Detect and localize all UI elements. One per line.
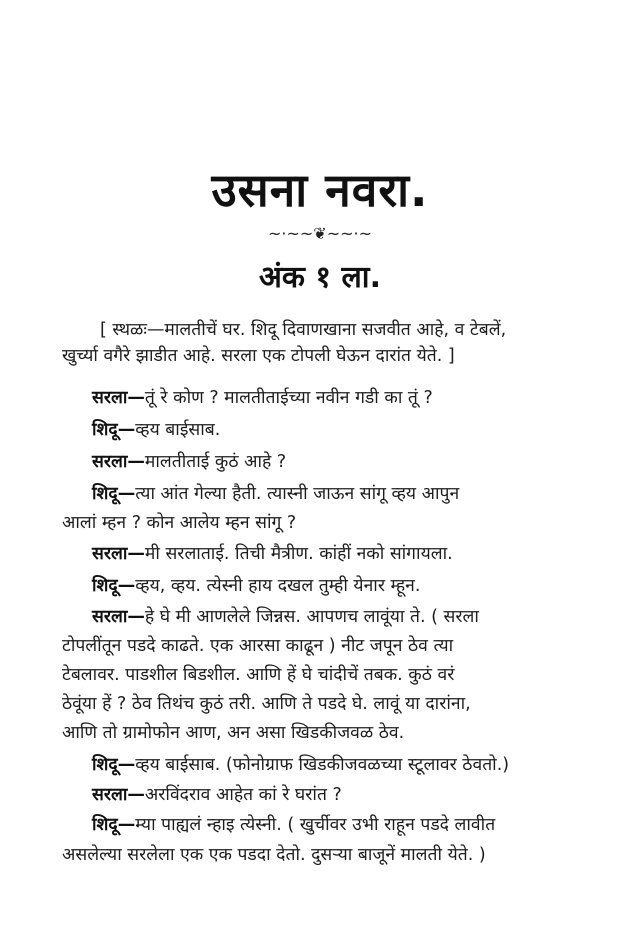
ornament-divider: ~·~~❦~~·~ [267, 224, 372, 243]
speech-text: म्या पाह्यलं न्हाइ त्येस्नी. ( खुर्चीवर उभी राहून पडदे लावीत [135, 815, 496, 835]
stage-direction-line: [ स्थळः—मालतीचें घर. शिदू दिवाणखाना सजवीत आहे, व टेबलें, [100, 320, 507, 340]
speech-text: टेबलावर. पाडशील बिडशील. आणि हें घे चांदीचें तबक. कुठं वरं [62, 665, 455, 685]
speaker-name: शिदू— [92, 576, 136, 596]
dialogue-line [92, 449, 286, 473]
dialogue-line [62, 691, 471, 715]
stage-direction-line: खुर्च्या वगैरे झाडीत आहे. सरला एक टोपली घेऊन दारांत येते. ] [62, 346, 455, 366]
speech-text: असलेल्या सरलेला एक एक पडदा देतो. दुसऱ्या बाजूनें मालती येते. ) [62, 845, 486, 865]
play-title: उसना नवरा. [211, 163, 429, 217]
speaker-name: सरला— [92, 785, 145, 805]
speech-text: व्हय, व्हय. त्येस्नी हाय दखल तुम्ही येनार म्हून. [135, 576, 421, 596]
speech-text: आणि तो ग्रामोफोन आण, अन असा खिडकीजवळ ठेव. [62, 723, 405, 743]
speaker-name: शिदू— [92, 420, 136, 440]
speech-text: मी सरलाताई. तिची मैत्रीण. कांहीं नको सांगायला. [144, 544, 453, 564]
act-heading: अंक १ ला. [259, 260, 381, 295]
speech-text: व्हय बाईसाब. [135, 420, 221, 440]
dialogue-line [92, 417, 220, 441]
speaker-name: सरला— [92, 452, 145, 472]
speaker-name: सरला— [92, 388, 145, 408]
dialogue-line [92, 604, 479, 628]
dialogue-line [92, 541, 453, 565]
speech-text: टोपलींतून पडदे काढते. एक आरसा काढून ) नीट जपून ठेव त्या [62, 636, 454, 656]
speech-text: त्या आंत गेल्या हैती. त्यास्नी जाऊन सांगू व्हय आपुन [135, 484, 460, 504]
dialogue-line [62, 662, 454, 686]
dialogue-line [92, 812, 495, 836]
dialogue-line [92, 573, 420, 597]
dialogue-line [62, 720, 404, 744]
dialogue-line [92, 481, 459, 505]
speaker-name: शिदू— [92, 484, 136, 504]
speaker-name: शिदू— [92, 815, 136, 835]
speech-text: मालतीताई कुठं आहे ? [144, 452, 287, 472]
speaker-name: सरला— [92, 544, 145, 564]
speech-text: ठेवूंया हें ? ठेव तिथंच कुठं तरी. आणि ते पडदे घे. लावूं या दारांना, [62, 694, 471, 714]
speech-text: व्हय बाईसाब. (फोनोग्राफ खिडकीजवळच्या स्टूलावर ठेवतो.) [135, 755, 510, 775]
dialogue-line [92, 782, 342, 806]
speech-text: आलां म्हन ? कोन आलेय म्हन सांगू ? [62, 513, 297, 533]
speaker-name: सरला— [92, 607, 145, 627]
dialogue-line [62, 510, 296, 534]
dialogue-line [62, 633, 453, 657]
speaker-name: शिदू— [92, 755, 136, 775]
dialogue-line [92, 752, 509, 776]
dialogue-line [92, 385, 433, 409]
speech-text: तूं रे कोण ? मालतीताईच्या नवीन गडी का तूं ? [144, 388, 433, 408]
dialogue-line [62, 842, 486, 866]
speech-text: अरविंदराव आहेत कां रे घरांत ? [144, 785, 342, 805]
speech-text: हे घे मी आणलेले जिन्नस. आपणच लावूंया ते. ( सरला [144, 607, 479, 627]
